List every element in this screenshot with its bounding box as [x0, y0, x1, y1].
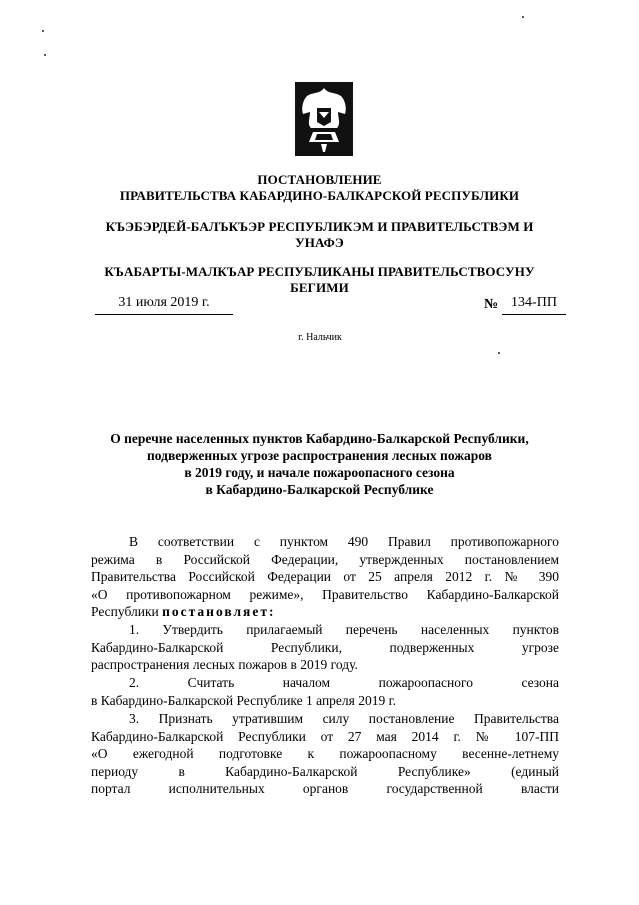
- body-line: Правительства Российской Федерации от 25 апреля 2012 г. № 390: [91, 569, 559, 585]
- paragraph-item-2: [91, 674, 559, 709]
- scan-speck: [42, 30, 44, 32]
- body-line: портал исполнительных органов государственной власти: [91, 781, 559, 797]
- title-line: в 2019 году, и начале пожароопасного сезона: [184, 465, 455, 480]
- document-title: [80, 430, 559, 498]
- paragraph-preamble: [91, 533, 559, 621]
- body-line: 3. Признать утратившим силу постановление Правительства: [129, 711, 559, 726]
- body-line: периоду в Кабардино-Балкарской Республике» (единый: [91, 763, 559, 779]
- body-line: распространения лесных пожаров в 2019 году.: [91, 657, 358, 673]
- header-title: ПОСТАНОВЛЕНИЕ: [257, 172, 382, 187]
- title-line: О перечне населенных пунктов Кабардино-Балкарской Республики,: [110, 431, 529, 446]
- balkar-line1: КЪАБАРТЫ-МАЛКЪАР РЕСПУБЛИКАНЫ ПРАВИТЕЛЬСТВОСУНУ: [104, 264, 535, 279]
- balkar-line2: БЕГИМИ: [290, 280, 349, 295]
- body-line: В соответствии с пунктом 490 Правил противопожарного: [129, 534, 559, 549]
- resolves-keyword: постановляет:: [162, 604, 276, 620]
- body-line: 2. Считать началом пожароопасного сезона: [129, 675, 559, 690]
- title-line: в Кабардино-Балкарской Республике: [205, 482, 434, 497]
- body-line: Кабардино-Балкарской Республики, подверженных угрозе: [91, 639, 559, 655]
- body-line: «О противопожарном режиме», Правительство Кабардино-Балкарской: [91, 586, 559, 602]
- title-line: подверженных угрозе распространения лесных пожаров: [147, 448, 492, 463]
- scan-speck: [522, 16, 524, 18]
- paragraph-item-1: [91, 621, 559, 674]
- coat-of-arms-emblem-icon: [295, 82, 353, 156]
- kabardian-line1: КЪЭБЭРДЕЙ-БАЛЪКЪЭР РЕСПУБЛИКЭМ И ПРАВИТЕЛЬСТВЭМ И: [105, 219, 534, 234]
- body-line: 1. Утвердить прилагаемый перечень населенных пунктов: [129, 622, 559, 637]
- city-label: г. Нальчик: [298, 332, 342, 343]
- resolution-date: 31 июля 2019 г.: [95, 294, 233, 315]
- body-line: Кабардино-Балкарской Республики от 27 мая 2014 г. № 107-ПП: [91, 728, 559, 744]
- scan-speck: [44, 54, 46, 56]
- date-number-row: [95, 294, 566, 318]
- body-text: Республики: [91, 604, 159, 620]
- paragraph-item-3: [91, 710, 559, 798]
- number-sign: №: [484, 297, 499, 312]
- kabardian-line2: УНАФЭ: [295, 235, 344, 250]
- header-government: ПРАВИТЕЛЬСТВА КАБАРДИНО-БАЛКАРСКОЙ РЕСПУБЛИКИ: [119, 188, 520, 203]
- resolution-number: 134-ПП: [502, 294, 566, 315]
- balkar-header: [60, 264, 579, 296]
- scan-speck: [498, 352, 500, 354]
- body-line: режима в Российской Федерации, утвержденных постановлением: [91, 551, 559, 567]
- body-line: в Кабардино-Балкарской Республике 1 апреля 2019 г.: [91, 692, 396, 708]
- kabardian-header: [60, 219, 579, 251]
- body-line: [91, 603, 559, 621]
- resolution-header: [60, 172, 579, 204]
- body-line: «О ежегодной подготовке к пожароопасному весенне-летнему: [91, 746, 559, 762]
